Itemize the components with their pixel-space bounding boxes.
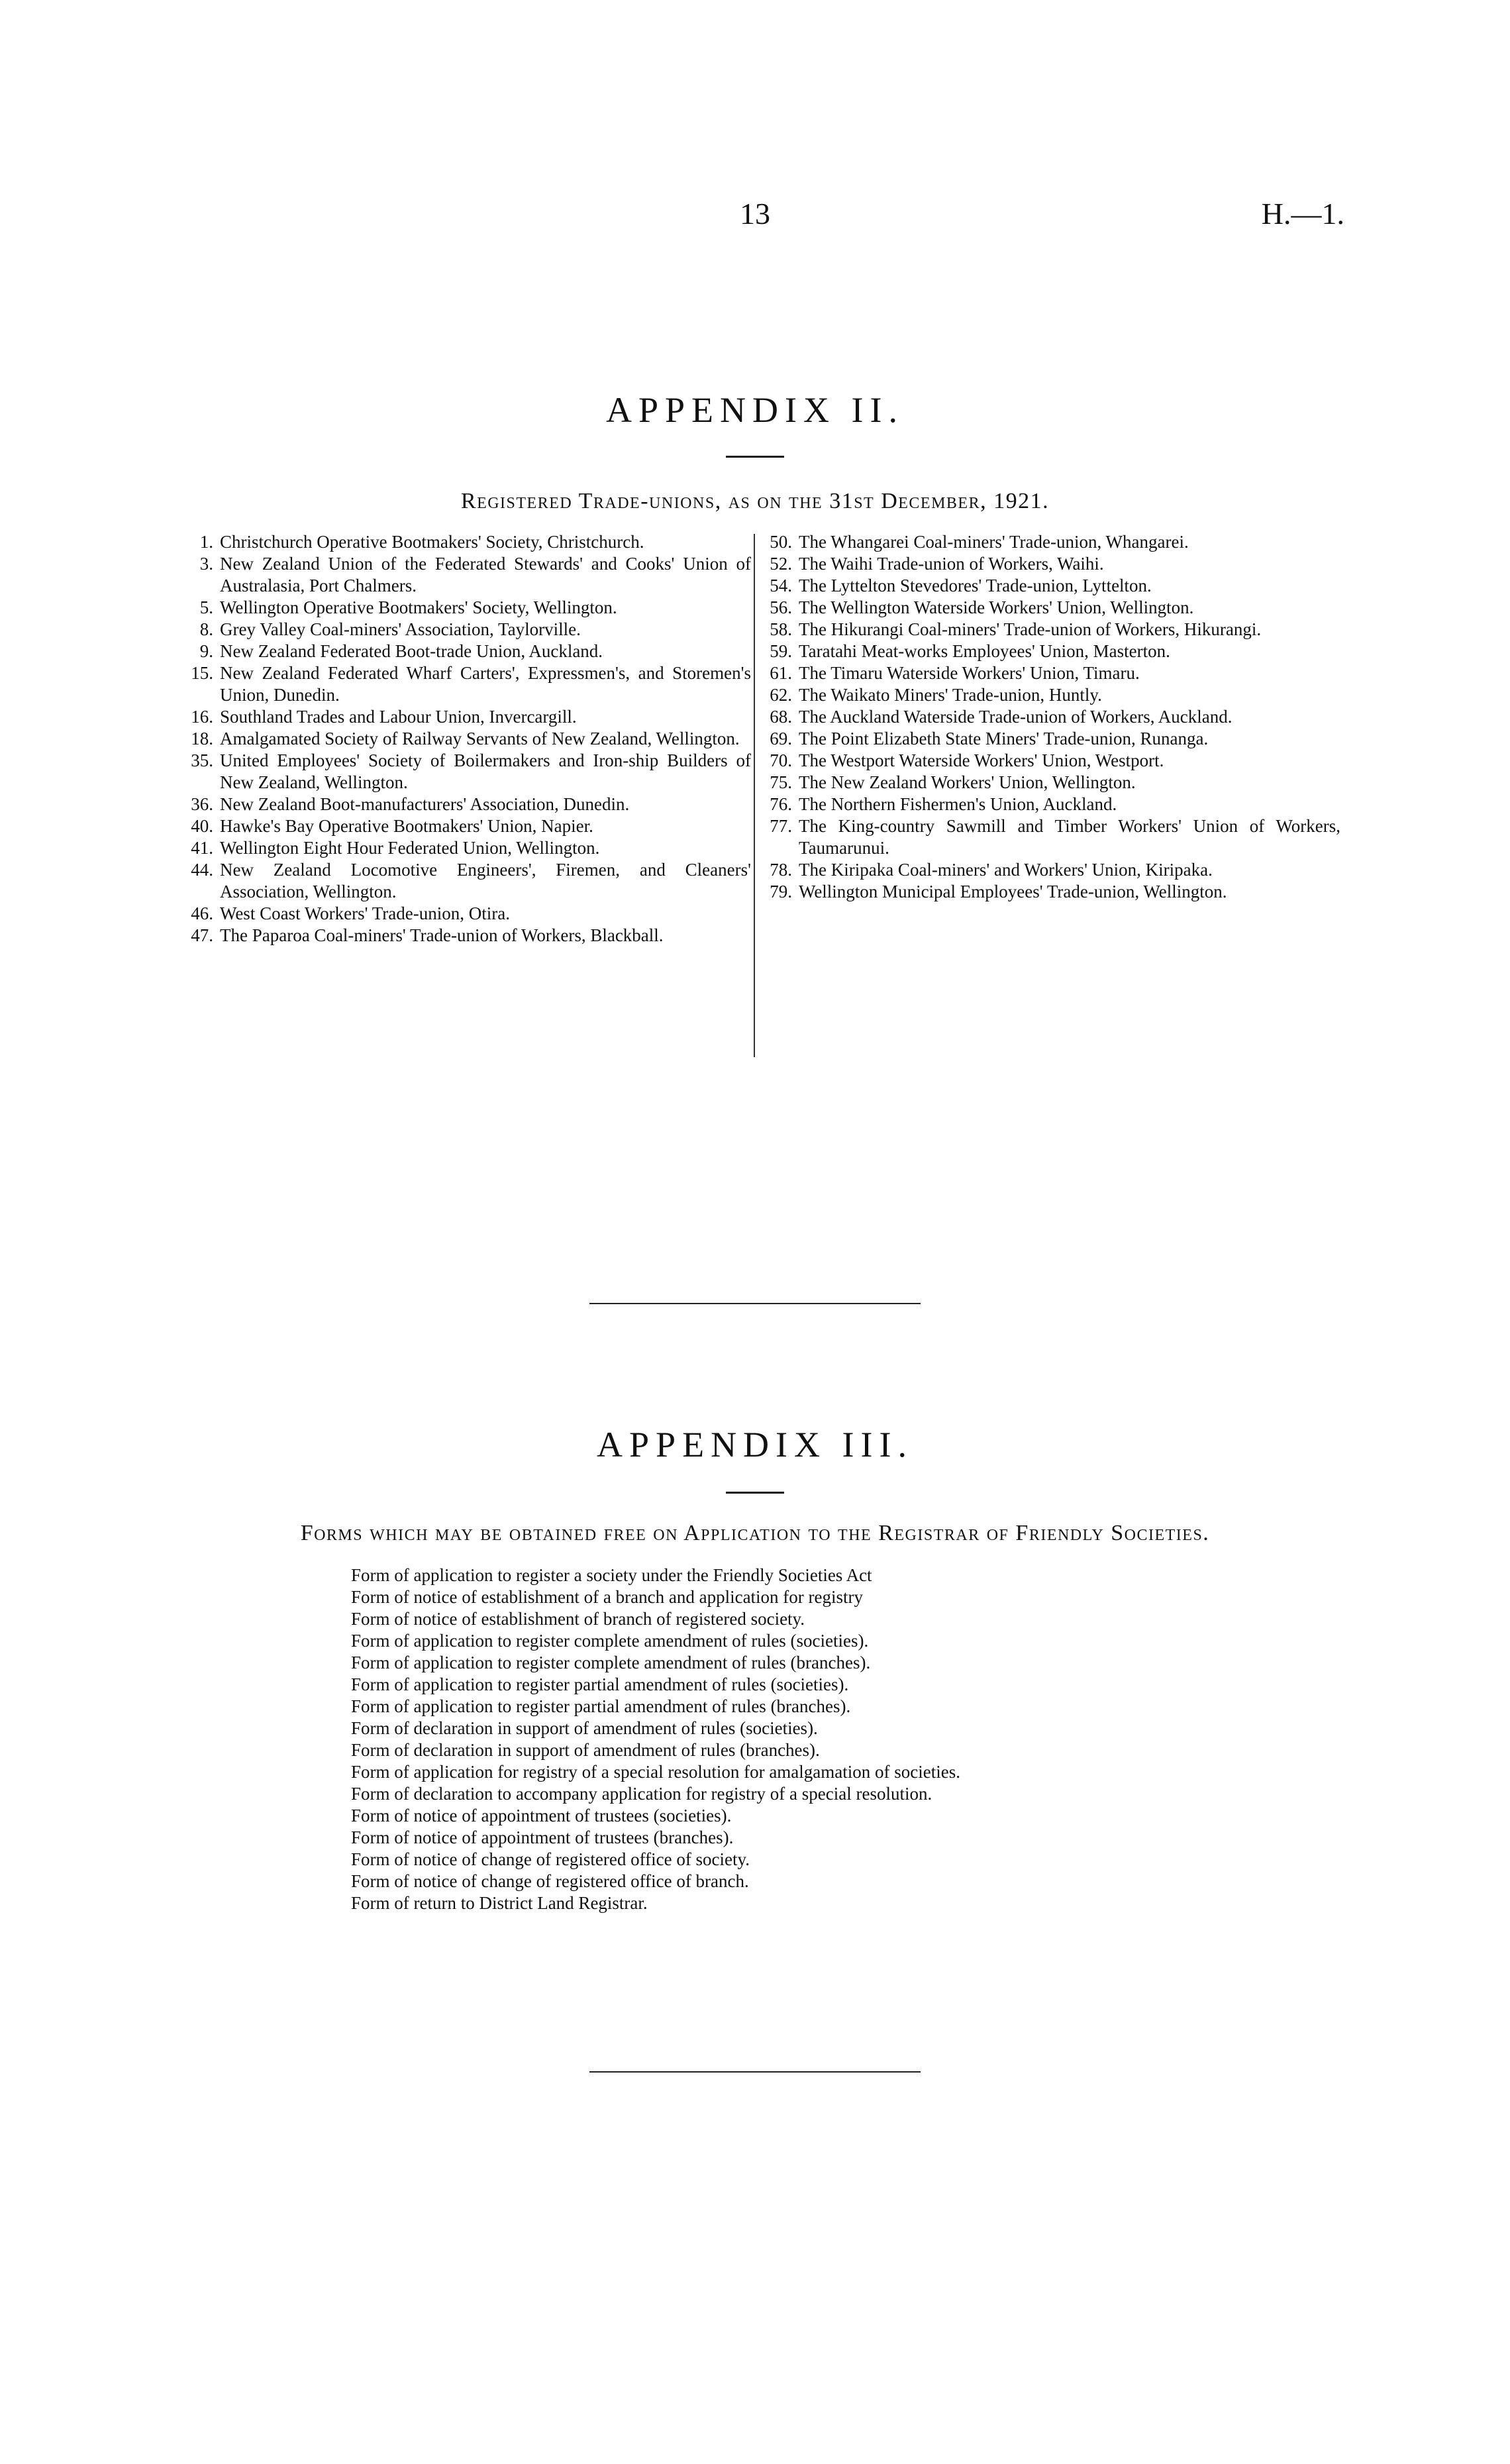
entry-number: 69. — [770, 729, 792, 748]
entry-number: 18. — [191, 729, 213, 748]
entry-number: 44. — [191, 860, 213, 880]
entry-name: Southland Trades and Labour Union, Invercargill. — [220, 707, 577, 727]
trade-union-column-left — [180, 531, 751, 947]
trade-union-entry — [759, 684, 1340, 706]
trade-union-entry — [759, 553, 1340, 575]
trade-union-entry — [759, 619, 1340, 641]
entry-number: 76. — [770, 794, 792, 814]
trade-union-entry — [759, 531, 1340, 553]
entry-name: Wellington Eight Hour Federated Union, Wellington. — [220, 838, 600, 858]
section-divider — [589, 1303, 921, 1304]
appendix-iii-title: APPENDIX III. — [597, 1425, 913, 1464]
entry-name: The King-country Sawmill and Timber Workers' Union of Workers, Taumarunui. — [799, 816, 1340, 858]
trade-union-entry — [180, 794, 751, 815]
appendix-ii-subtitle: Registered Trade-unions, as on the 31st December, 1921. — [460, 489, 1050, 513]
entry-number: 75. — [770, 772, 792, 792]
trade-union-entry — [180, 903, 751, 925]
trade-union-entry — [759, 597, 1340, 619]
entry-name: West Coast Workers' Trade-union, Otira. — [220, 903, 510, 923]
entry-name: The Westport Waterside Workers' Union, Westport. — [799, 750, 1164, 770]
entry-name: The Kiripaka Coal-miners' and Workers' Union, Kiripaka. — [799, 860, 1213, 880]
entry-number: 35. — [191, 750, 213, 770]
page-number: 13 — [740, 197, 770, 231]
entry-name: The Whangarei Coal-miners' Trade-union, Whangarei. — [799, 532, 1189, 552]
trade-union-entry — [759, 750, 1340, 772]
entry-name: The Point Elizabeth State Miners' Trade-union, Runanga. — [799, 729, 1209, 748]
trade-union-column-right — [759, 531, 1340, 903]
form-item: Form of declaration in support of amendment of rules (branches). — [351, 1740, 820, 1760]
title-rule — [726, 1492, 784, 1494]
title-rule — [726, 456, 784, 458]
trade-union-entry — [759, 706, 1340, 728]
form-item: Form of notice of appointment of trustees (societies). — [351, 1806, 732, 1825]
entry-name: Taratahi Meat-works Employees' Union, Masterton. — [799, 641, 1170, 661]
form-item: Form of application to register partial amendment of rules (branches). — [351, 1696, 851, 1716]
entry-number: 78. — [770, 860, 792, 880]
form-item: Form of application to register complete amendment of rules (societies). — [351, 1631, 869, 1651]
entry-name: The Timaru Waterside Workers' Union, Timaru. — [799, 663, 1140, 683]
end-rule — [589, 2071, 921, 2073]
entry-number: 58. — [770, 619, 792, 639]
entry-number: 8. — [199, 619, 213, 639]
entry-number: 79. — [770, 882, 792, 901]
trade-union-entry — [180, 553, 751, 597]
entry-name: New Zealand Locomotive Engineers', Firemen, and Cleaners' Association, Wellington. — [220, 860, 751, 901]
form-item: Form of application for registry of a special resolution for amalgamation of societies. — [351, 1762, 960, 1782]
entry-name: Christchurch Operative Bootmakers' Society, Christchurch. — [220, 532, 644, 552]
document-reference: H.—1. — [1261, 197, 1344, 231]
entry-number: 5. — [199, 597, 213, 617]
entry-name: The Lyttelton Stevedores' Trade-union, Lyttelton. — [799, 576, 1152, 595]
form-item: Form of notice of establishment of a branch and application for registry — [351, 1587, 864, 1607]
entry-number: 50. — [770, 532, 792, 552]
form-item: Form of return to District Land Registrar. — [351, 1893, 648, 1913]
trade-union-entry — [759, 772, 1340, 794]
entry-name: New Zealand Federated Wharf Carters', Expressmen's, and Storemen's Union, Dunedin. — [220, 663, 751, 705]
trade-union-entry — [759, 575, 1340, 597]
entry-number: 70. — [770, 750, 792, 770]
entry-number: 41. — [191, 838, 213, 858]
form-item: Form of declaration to accompany application for registry of a special resolution. — [351, 1784, 932, 1804]
entry-name: The Paparoa Coal-miners' Trade-union of Workers, Blackball. — [220, 925, 664, 945]
entry-number: 16. — [191, 707, 213, 727]
entry-name: Hawke's Bay Operative Bootmakers' Union, Napier. — [220, 816, 593, 836]
form-item: Form of notice of change of registered office of branch. — [351, 1871, 749, 1891]
entry-name: Wellington Municipal Employees' Trade-union, Wellington. — [799, 882, 1227, 901]
trade-union-entry — [180, 706, 751, 728]
entry-number: 1. — [199, 532, 213, 552]
entry-name: The Wellington Waterside Workers' Union, Wellington. — [799, 597, 1194, 617]
form-item: Form of notice of appointment of trustees (branches). — [351, 1827, 734, 1847]
entry-number: 62. — [770, 685, 792, 705]
entry-number: 68. — [770, 707, 792, 727]
entry-name: The Waikato Miners' Trade-union, Huntly. — [799, 685, 1102, 705]
trade-union-entry — [180, 925, 751, 947]
entry-name: United Employees' Society of Boilermakers and Iron-ship Builders of New Zealand, Wellington. — [220, 750, 751, 792]
forms-list — [351, 1565, 1278, 1914]
trade-union-list — [180, 531, 1340, 1074]
trade-union-entry — [180, 728, 751, 750]
entry-number: 61. — [770, 663, 792, 683]
entry-number: 3. — [199, 554, 213, 574]
form-item: Form of application to register a society under the Friendly Societies Act — [351, 1565, 872, 1585]
entry-name: The Auckland Waterside Trade-union of Workers, Auckland. — [799, 707, 1233, 727]
trade-union-entry — [759, 881, 1340, 903]
trade-union-entry — [759, 728, 1340, 750]
entry-number: 56. — [770, 597, 792, 617]
entry-number: 77. — [770, 816, 792, 836]
trade-union-entry — [180, 837, 751, 859]
entry-name: The Northern Fishermen's Union, Auckland. — [799, 794, 1117, 814]
trade-union-entry — [180, 859, 751, 903]
form-item: Form of notice of change of registered office of society. — [351, 1849, 750, 1869]
appendix-ii-title: APPENDIX II. — [606, 390, 904, 430]
trade-union-entry — [180, 619, 751, 641]
trade-union-entry — [180, 641, 751, 662]
entry-name: New Zealand Union of the Federated Stewards' and Cooks' Union of Australasia, Port Chalmers. — [220, 554, 751, 595]
entry-name: Amalgamated Society of Railway Servants of New Zealand, Wellington. — [220, 729, 740, 748]
entry-number: 54. — [770, 576, 792, 595]
trade-union-entry — [759, 662, 1340, 684]
trade-union-entry — [759, 859, 1340, 881]
entry-number: 59. — [770, 641, 792, 661]
entry-number: 15. — [191, 663, 213, 683]
trade-union-entry — [759, 815, 1340, 859]
entry-name: The Hikurangi Coal-miners' Trade-union of Workers, Hikurangi. — [799, 619, 1262, 639]
form-item: Form of declaration in support of amendment of rules (societies). — [351, 1718, 818, 1738]
trade-union-entry — [759, 794, 1340, 815]
entry-number: 52. — [770, 554, 792, 574]
entry-name: Wellington Operative Bootmakers' Society, Wellington. — [220, 597, 617, 617]
entry-number: 47. — [191, 925, 213, 945]
form-item: Form of application to register partial amendment of rules (societies). — [351, 1674, 849, 1694]
appendix-iii-subtitle: Forms which may be obtained free on Application to the Registrar of Friendly Societies. — [300, 1521, 1210, 1545]
column-divider — [754, 534, 755, 1057]
entry-number: 46. — [191, 903, 213, 923]
entry-name: Grey Valley Coal-miners' Association, Taylorville. — [220, 619, 581, 639]
trade-union-entry — [180, 815, 751, 837]
entry-name: The Waihi Trade-union of Workers, Waihi. — [799, 554, 1104, 574]
form-item: Form of application to register complete amendment of rules (branches). — [351, 1653, 871, 1672]
entry-name: New Zealand Federated Boot-trade Union, Auckland. — [220, 641, 603, 661]
entry-number: 9. — [199, 641, 213, 661]
trade-union-entry — [180, 662, 751, 706]
trade-union-entry — [180, 597, 751, 619]
form-item: Form of notice of establishment of branch of registered society. — [351, 1609, 805, 1629]
trade-union-entry — [180, 750, 751, 794]
entry-name: The New Zealand Workers' Union, Wellington. — [799, 772, 1136, 792]
trade-union-entry — [180, 531, 751, 553]
trade-union-entry — [759, 641, 1340, 662]
entry-number: 36. — [191, 794, 213, 814]
entry-name: New Zealand Boot-manufacturers' Association, Dunedin. — [220, 794, 630, 814]
entry-number: 40. — [191, 816, 213, 836]
